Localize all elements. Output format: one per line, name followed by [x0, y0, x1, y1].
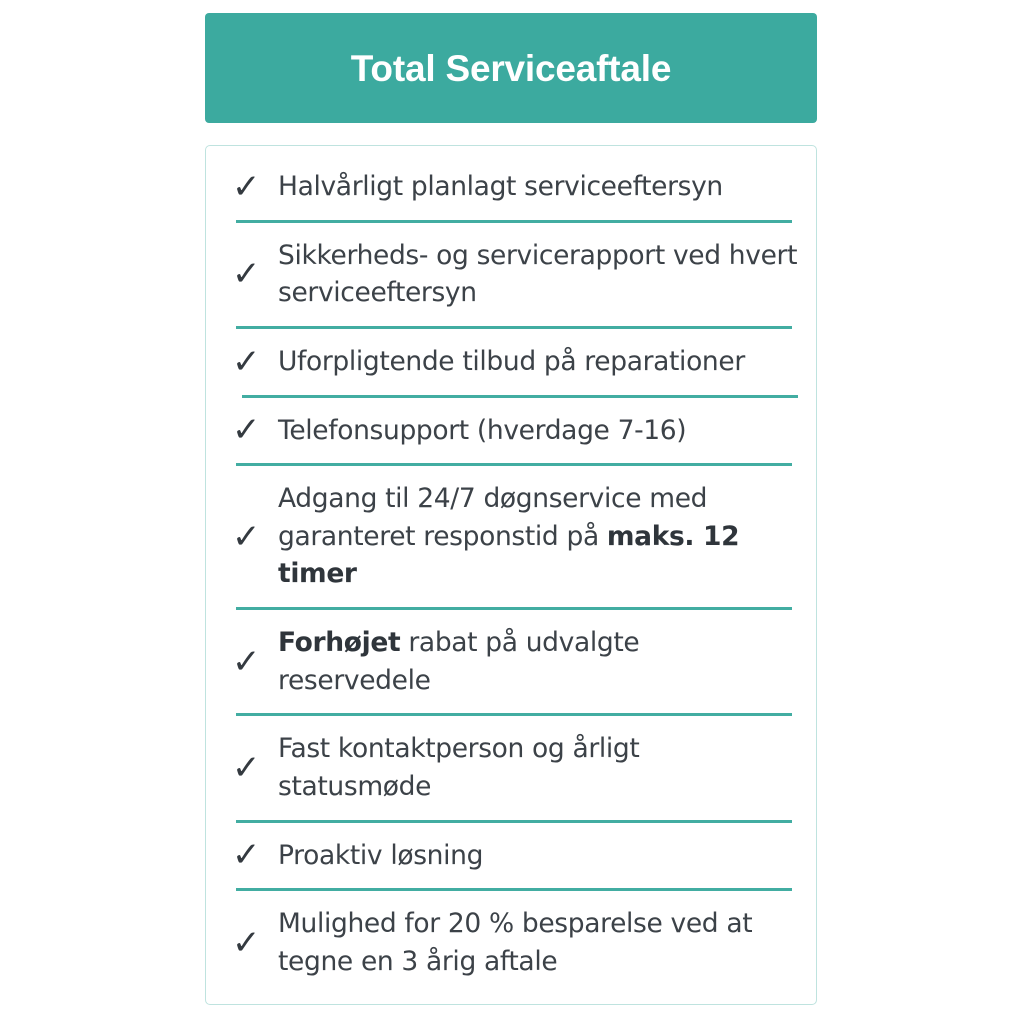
list-item-label [278, 223, 798, 326]
check-icon: ✓ [232, 516, 261, 557]
list-item [206, 716, 816, 819]
feature-list [206, 154, 816, 994]
list-item [206, 891, 816, 994]
list-item-emphasis: maks. 12 timer [278, 520, 740, 590]
list-item [206, 223, 816, 326]
list-item-label [278, 329, 798, 395]
list-item-label [278, 154, 798, 220]
list-item [206, 398, 816, 464]
list-item [206, 466, 816, 607]
list-item-text: Adgang til 24/7 døgnservice med garanteret responstid på [278, 483, 708, 552]
list-item-text: Telefonsupport (hverdage 7-16) [278, 414, 687, 446]
card-header [205, 13, 817, 123]
check-icon: ✓ [232, 166, 261, 207]
list-item-label [278, 823, 798, 889]
list-item-label [278, 466, 798, 607]
service-agreement-card [205, 13, 817, 1005]
list-item-label [278, 891, 798, 994]
list-item-text: Fast kontaktperson og årligt statusmøde [278, 733, 640, 802]
list-item-label [278, 398, 798, 464]
check-icon: ✓ [232, 341, 261, 382]
list-item-label [278, 610, 798, 713]
list-item-text: Proaktiv løsning [278, 839, 484, 871]
check-icon: ✓ [232, 641, 261, 682]
list-item-text: Mulighed for 20 % besparelse ved at tegne en 3 årig aftale [278, 908, 753, 977]
list-item [206, 329, 816, 395]
list-item-text: Sikkerheds- og servicerapport ved hvert serviceeftersyn [278, 239, 798, 309]
check-icon: ✓ [232, 747, 261, 788]
check-icon: ✓ [232, 835, 261, 876]
list-item-text: Uforpligtende tilbud på reparationer [278, 345, 745, 377]
list-item [206, 610, 816, 713]
list-item-text: Halvårligt planlagt serviceeftersyn [278, 171, 723, 202]
check-icon: ✓ [232, 254, 261, 295]
check-icon: ✓ [232, 922, 261, 963]
page-title: Total Serviceaftale [350, 47, 672, 89]
list-item-text: rabat på udvalgte reservedele [278, 627, 640, 696]
check-icon: ✓ [232, 410, 261, 451]
list-item-label [278, 716, 798, 819]
list-item [206, 823, 816, 889]
list-item [206, 154, 816, 220]
card-body [205, 145, 817, 1005]
list-item-emphasis: Forhøjet [278, 627, 401, 658]
